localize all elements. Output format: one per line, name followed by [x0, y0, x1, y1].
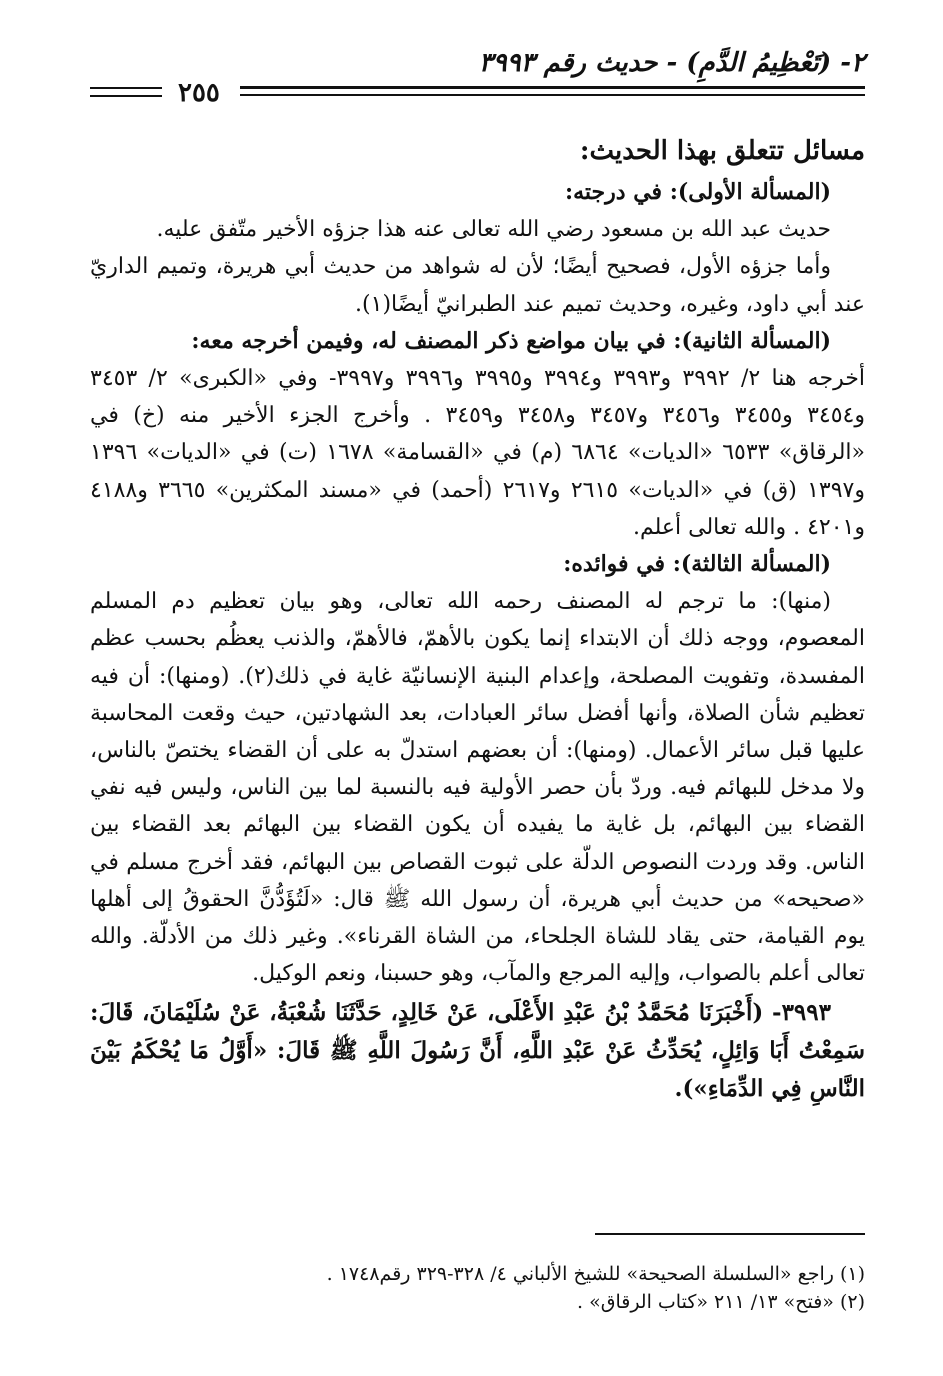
section-heading: مسائل تتعلق بهذا الحديث:	[579, 136, 865, 166]
paragraph: حديث عبد الله بن مسعود رضي الله تعالى عنه هذا جزؤه الأخير متّفق عليه.	[156, 217, 831, 243]
header-rule	[90, 95, 162, 97]
issue-heading: (المسألة الثانية): في بيان مواضع ذكر المصنف له، وفيمن أخرجه معه:	[191, 327, 831, 354]
running-title: ٢- (تَعْظِيمُ الدَّمِ) - حديث رقم ٣٩٩٣	[478, 48, 865, 78]
paragraph: (منها): ما ترجم له المصنف رحمه الله تعالى، وهو بيان تعظيم دم المسلم المعصوم، ووجه ذلك أن الابتداء إنما يكون بالأهمّ، فالأهمّ، والذنب يعظُم بحسب عظم المفسدة، وتفويت المصلحة، وإعدام البنية الإنسانيّة غاية في ذلك(٢). (ومنها): أن فيه تعظيم شأن الصلاة، وأنها أفضل سائر العبادات، بعد الشهادتين، حيث وقعت المحاسبة عليها قبل سائر الأعمال. (ومنها): أن بعضهم استدلّ به على أن القضاء يختصّ بالناس، ولا مدخل للبهائم فيه. وردّ بأن حصر الأولية فيه بالنسبة لما بين الناس، وليس فيه نفي القضاء بين البهائم، بل غاية ما يفيده أن يكون القضاء بين البهائم بعد القضاء بين الناس. وقد وردت النصوص الدلّة على ثبوت القصاص بين البهائم، فقد أخرج مسلم في «صحيحه» من حديث أبي هريرة، أن رسول الله ﷺ قال: «لَتُؤَدُّنَّ الحقوقُ إلى أهلها يوم القيامة، حتى يقاد للشاة الجلحاء، من الشاة القرناء». وغير ذلك من الأدلّة. والله تعالى أعلم بالصواب، وإليه المرجع والمآب، وهو حسبنا، ونعم الوكيل.	[90, 589, 866, 987]
page-number: ٢٥٥	[178, 78, 220, 108]
issue-heading: (المسألة الثالثة): في فوائده:	[563, 551, 831, 578]
hadith-text: ٣٩٩٣- (أَخْبَرَنَا مُحَمَّدُ بْنُ عَبْدِ الأَعْلَى، عَنْ خَالِدٍ، حَدَّثَنَا شُعْبَةُ، عَنْ سُلَيْمَانَ، قَالَ: سَمِعْتُ أَبَا وَائِلٍ، يُحَدِّثُ عَنْ عَبْدِ اللَّهِ، أَنَّ رَسُولَ اللَّهِ ﷺ قَالَ: «أَوَّلُ مَا يُحْكَمُ بَيْنَ النَّاسِ فِي الدِّمَاءِ»).	[90, 999, 865, 1103]
main-text	[90, 128, 865, 1108]
footnote-divider	[595, 1233, 865, 1235]
footnote: (١) راجع «السلسلة الصحيحة» للشيخ الألباني ٤/ ٣٢٨-٣٢٩ رقم١٧٤٨ .	[326, 1263, 865, 1285]
footnote: (٢) «فتح» ١٣/ ٢١١ «كتاب الرقاق» .	[577, 1291, 865, 1313]
paragraph: وأما جزؤه الأول، فصحيح أيضًا؛ لأن له شواهد من حديث أبي هريرة، وتميم الداريّ عند أبي داود، وغيره، وحديث تميم عند الطبرانيّ أيضًا(١).	[90, 254, 865, 317]
header-rule	[90, 87, 162, 89]
header-rule	[240, 94, 865, 96]
header-rule	[240, 86, 865, 89]
footnotes	[90, 1260, 865, 1316]
issue-heading: (المسألة الأولى): في درجته:	[564, 179, 831, 205]
paragraph: أخرجه هنا ٢/ ٣٩٩٢ و٣٩٩٣ و٣٩٩٤ و٣٩٩٥ و٣٩٩٦ و٣٩٩٧- وفي «الكبرى» ٢/ ٣٤٥٣ و٣٤٥٤ و٣٤٥٥ و٣٤٥٦ و٣٤٥٧ و٣٤٥٨ و٣٤٥٩ . وأخرج الجزء الأخير منه (خ) في «الرقاق» ٦٥٣٣ «الديات» ٦٨٦٤ (م) في «القسامة» ١٦٧٨ (ت) في «الديات» ١٣٩٦ و١٣٩٧ (ق) في «الديات» ٢٦١٥ و٢٦١٧ (أحمد) في «مسند المكثرين» ٣٦٦٥ و٤١٨٨ و٤٢٠١ . والله تعالى أعلم.	[90, 366, 866, 540]
page-header	[90, 48, 865, 108]
